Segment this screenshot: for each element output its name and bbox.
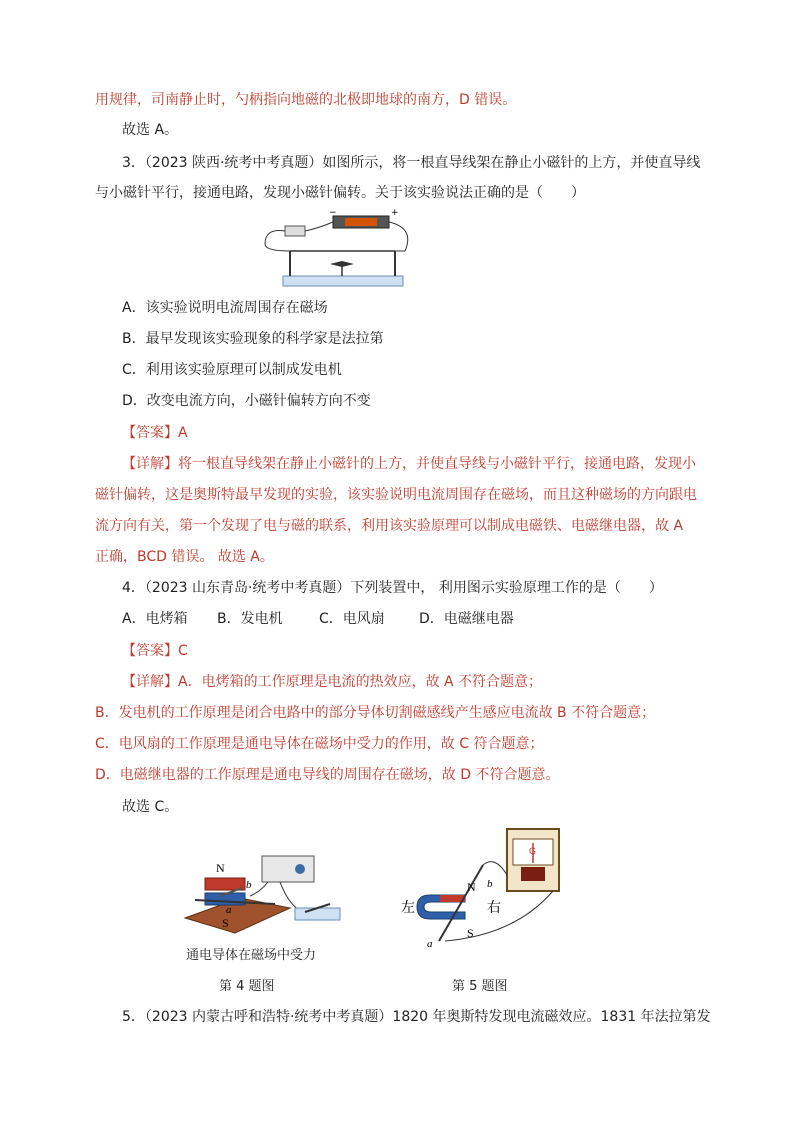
fig4-label-b: b xyxy=(246,879,252,891)
q3-plus-label: + xyxy=(391,208,399,218)
q4-options xyxy=(122,609,514,629)
fig5-label-b: b xyxy=(487,878,493,890)
q4-analysis-line1: 【详解】A．电烤箱的工作原理是电流的热效应，故 A 不符合题意； xyxy=(122,674,543,690)
q4-option-d: D．电磁继电器 xyxy=(419,611,514,627)
q3-battery xyxy=(345,218,377,226)
q3-stem-line2: 与小磁针平行，接通电路，发现小磁针偏转。关于该实验说法正确的是（ ） xyxy=(95,185,585,201)
q4-option-c: C．电风扇 xyxy=(319,611,385,627)
fig4-label-s: S xyxy=(222,916,229,930)
fig4-power-knob xyxy=(295,864,305,874)
q3-base-board xyxy=(283,276,403,286)
q3-analysis-line4: 正确，BCD 错误。 故选 A。 xyxy=(95,549,274,565)
fig5-conductor-ab xyxy=(439,865,483,941)
q3-wire-mid xyxy=(305,222,333,231)
fig5-meter-label: G xyxy=(529,846,537,856)
q4-option-a: A．电烤箱 xyxy=(122,611,188,627)
q3-minus-label: − xyxy=(329,208,337,218)
q4-option-b: B．发电机 xyxy=(217,611,283,627)
q3-option-a: A．该实验说明电流周围存在磁场 xyxy=(122,300,328,316)
fig5-label-a: a xyxy=(427,938,433,950)
fig5-galvanometer-magnet xyxy=(521,867,545,881)
q3-option-b: B．最早发现该实验现象的科学家是法拉第 xyxy=(122,331,384,347)
q3-wire-left xyxy=(265,231,285,244)
fig5-label-n: N xyxy=(467,880,476,894)
fig5-wire-1 xyxy=(483,862,507,875)
fig4-label-n: N xyxy=(216,861,225,875)
q5-stem: 5．（2023 内蒙古呼和浩特·统考中考真题）1820 年奥斯特发现电流磁效应。1831 年法拉第发 xyxy=(122,1009,711,1025)
q3-option-c: C．利用该实验原理可以制成发电机 xyxy=(122,362,342,378)
fig5-label-s: S xyxy=(467,926,474,940)
q4-analysis-line4: D．电磁继电器的工作原理是通电导线的周围存在磁场，故 D 不符合题意。 xyxy=(95,767,560,783)
fig4-switch-base xyxy=(295,908,340,920)
fig4-power-supply xyxy=(262,856,314,882)
q4-stem: 4．（2023 山东青岛·统考中考真题）下列装置中， 利用图示实验原理工作的是（ ） xyxy=(122,580,663,596)
fig4-caption: 第 4 题图 xyxy=(219,979,275,994)
q3-analysis-line1: 【详解】将一根直导线架在静止小磁针的上方，并使直导线与小磁针平行，接通电路，发现小 xyxy=(122,456,696,472)
fig5-right-label: 右 xyxy=(487,900,501,916)
q3-analysis-line3: 流方向有关，第一个发现了电与磁的联系，利用该实验原理可以制成电磁铁、电磁继电器，故 A xyxy=(95,518,684,534)
q3-oersted-figure xyxy=(255,206,425,290)
q3-wire-left-down xyxy=(265,244,290,251)
prev-choose: 故选 A。 xyxy=(122,122,179,138)
q3-analysis-line2: 磁针偏转，这是奥斯特最早发现的实验，该实验说明电流周围存在磁场，而且这种磁场的方向跟电 xyxy=(95,487,697,503)
fig5-caption: 第 5 题图 xyxy=(452,979,508,994)
fig4-motor-principle-figure xyxy=(180,848,350,943)
q4-analysis-line2: B．发电机的工作原理是闭合电路中的部分导体切割磁感线产生感应电流故 B 不符合题意； xyxy=(95,705,656,721)
fig5-left-label: 左 xyxy=(401,900,415,916)
q3-switch xyxy=(285,226,305,236)
prev-analysis-continuation: 用规律，司南静止时，勺柄指向地磁的北极即地球的南方，D 错误。 xyxy=(95,92,517,108)
fig4-label-a: a xyxy=(226,904,232,916)
q3-option-d: D．改变电流方向，小磁针偏转方向不变 xyxy=(122,393,371,409)
q3-magnetic-needle xyxy=(330,261,354,267)
q4-answer: 【答案】C xyxy=(122,643,188,659)
q4-choose: 故选 C。 xyxy=(122,799,179,815)
fig5-induction-figure xyxy=(395,825,585,950)
fig4-wire-1 xyxy=(250,882,268,896)
q3-stem-line1: 3．（2023 陕西·统考中考真题）如图所示，将一根直导线架在静止小磁针的上方，并使直导线 xyxy=(122,155,701,171)
q4-analysis-line3: C．电风扇的工作原理是通电导体在磁场中受力的作用，故 C 符合题意； xyxy=(95,736,544,752)
q3-answer: 【答案】A xyxy=(122,425,188,441)
fig4-inner-caption: 通电导体在磁场中受力 xyxy=(186,948,317,963)
q3-wire-right xyxy=(389,222,408,251)
